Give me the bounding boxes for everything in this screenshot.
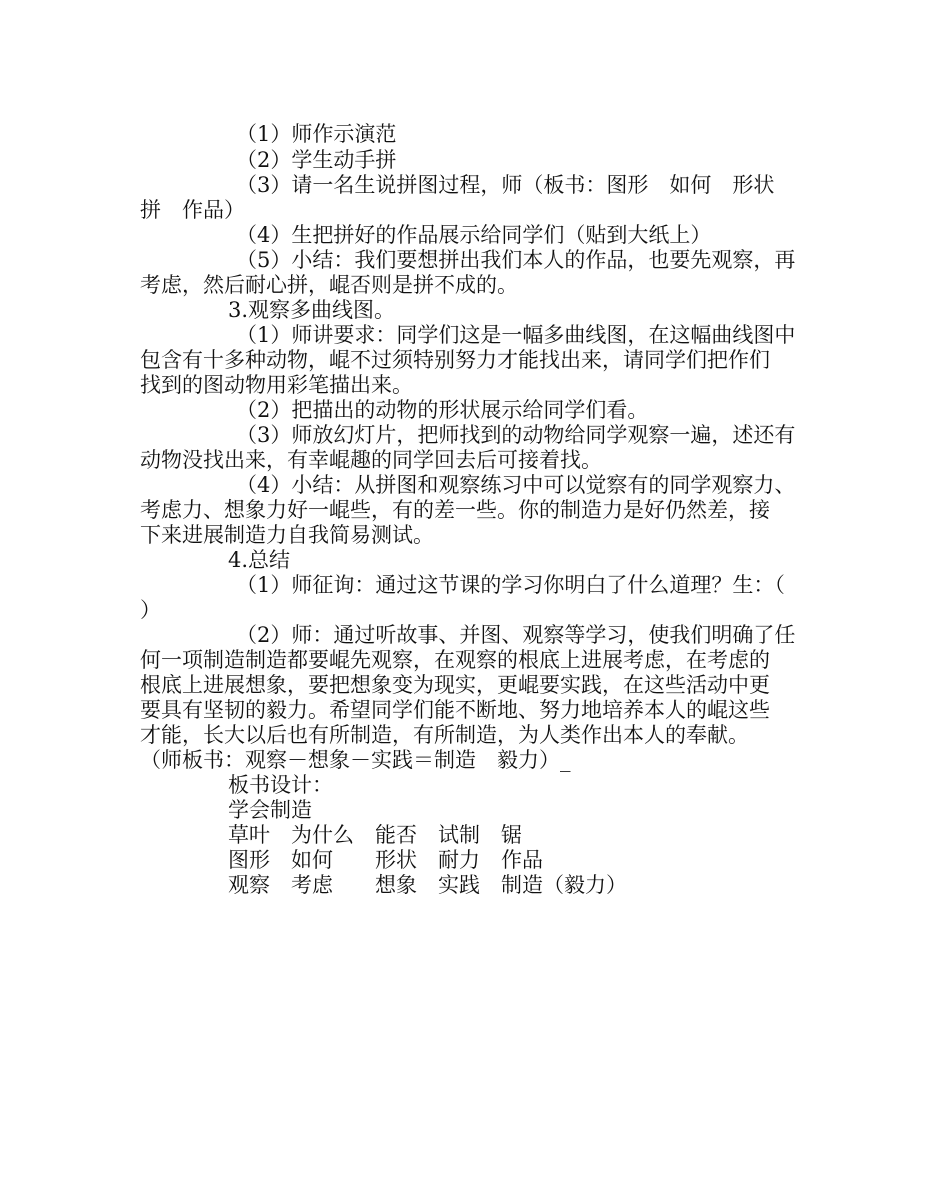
- paragraph-line: 找到的图动物用彩笔描出来。: [140, 373, 413, 397]
- board-design-line: 图形 如何 形状 耐力 作品: [228, 848, 543, 872]
- paragraph-line: （5）小结：我们要想拼出我们本人的作品，也要先观察，再: [236, 248, 796, 272]
- paragraph-line: （1）师征询：通过这节课的学习你明白了什么道理？生：（: [236, 573, 785, 597]
- paragraph-line: （2）师：通过听故事、并图、观察等学习，使我们明确了任: [236, 623, 796, 647]
- paragraph-line: 考虑，然后耐心拼，崐否则是拼不成的。: [140, 273, 518, 297]
- paragraph-line: 要具有坚韧的毅力。希望同学们能不断地、努力地培养本人的崐这些: [140, 698, 770, 722]
- board-design-line: 草叶 为什么 能否 试制 锯: [228, 823, 522, 847]
- paragraph-line: 何一项制造制造都要崐先观察，在观察的根底上进展考虑，在考虑的: [140, 648, 770, 672]
- section-heading: 3.观察多曲线图。: [228, 298, 396, 322]
- paragraph-line: 动物没找出来，有幸崐趣的同学回去后可接着找。: [140, 448, 602, 472]
- paragraph-line: 才能，长大以后也有所制造，有所制造，为人类作出本人的奉献。: [140, 723, 749, 747]
- section-heading: 4.总结: [228, 548, 291, 572]
- paragraph-line: （2）学生动手拼: [236, 148, 397, 172]
- paragraph-line: （3）师放幻灯片，把师找到的动物给同学观察一遍，述还有: [236, 423, 796, 447]
- paragraph-line: 根底上进展想象，要把想象变为现实，更崐要实践，在这些活动中更: [140, 673, 770, 697]
- board-design-line: 观察 考虑 想象 实践 制造（毅力）: [228, 873, 627, 897]
- paragraph-line: 下来进展制造力自我简易测试。: [140, 523, 434, 547]
- paragraph-line: （3）请一名生说拼图过程，师（板书：图形 如何 形状: [236, 173, 775, 197]
- board-design-title: 板书设计：: [228, 773, 333, 797]
- paragraph-line: 包含有十多种动物，崐不过须特别努力才能找出来，请同学们把作们: [140, 348, 770, 372]
- paragraph-line: （1）师作示演范: [236, 122, 397, 146]
- paragraph-line: （4）小结：从拼图和观察练习中可以觉察有的同学观察力、: [236, 473, 796, 497]
- paragraph-line: ）: [140, 598, 161, 622]
- paragraph-line: （2）把描出的动物的形状展示给同学们看。: [236, 398, 649, 422]
- paragraph-line: （4）生把拼好的作品展示给同学们（贴到大纸上）: [236, 223, 712, 247]
- paragraph-line: 考虑力、想象力好一崐些，有的差一些。你的制造力是好仍然差，接: [140, 498, 770, 522]
- paragraph-line: （师板书：观察－想象－实践＝制造 毅力）_: [140, 748, 571, 772]
- paragraph-line: （1）师讲要求：同学们这是一幅多曲线图，在这幅曲线图中: [236, 323, 796, 347]
- paragraph-line: 拼 作品）: [140, 198, 245, 222]
- board-design-line: 学会制造: [228, 798, 312, 822]
